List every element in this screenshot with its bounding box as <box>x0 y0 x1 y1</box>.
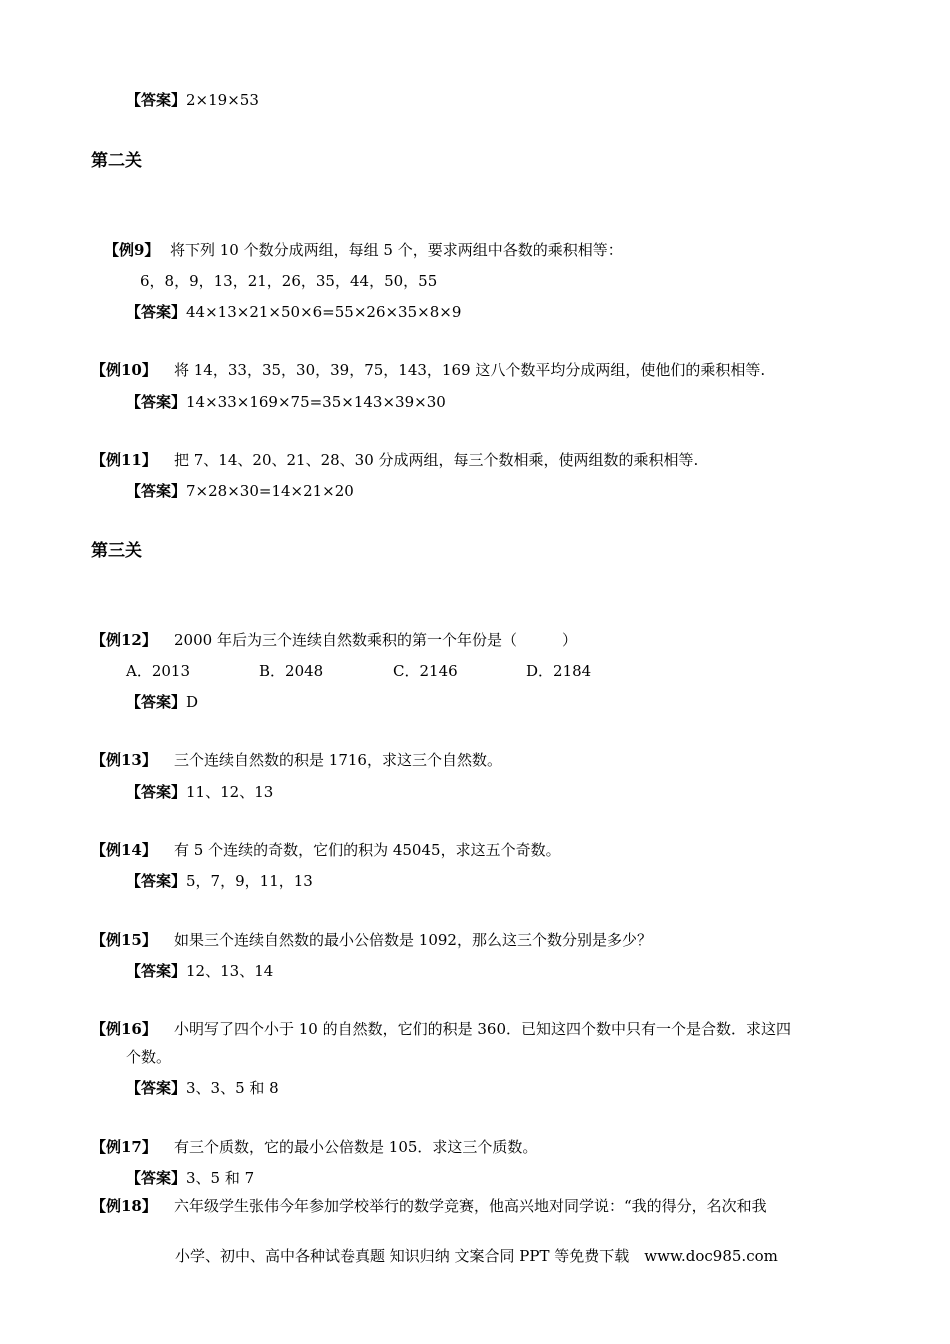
example-label: 【例10】 <box>91 361 157 379</box>
section-title-2: 第二关 <box>91 151 142 171</box>
answer-line-13 <box>126 782 273 802</box>
answer-text: 3、5 和 7 <box>186 1169 255 1187</box>
answer-label: 【答案】 <box>126 91 187 109</box>
example-12 <box>91 630 577 650</box>
example-11 <box>91 450 698 470</box>
answer-label: 【答案】 <box>126 783 187 801</box>
answer-text: 3、3、5 和 8 <box>186 1079 279 1097</box>
answer-label: 【答案】 <box>126 393 187 411</box>
example-text: 有三个质数，它的最小公倍数是 105．求这三个质数。 <box>174 1138 538 1156</box>
answer-text: D <box>186 693 199 711</box>
example-label: 【例15】 <box>91 931 157 949</box>
example-10 <box>91 360 765 380</box>
example-text: 三个连续自然数的积是 1716，求这三个自然数。 <box>174 751 502 769</box>
answer-line-9 <box>126 302 461 322</box>
answer-label: 【答案】 <box>126 1169 187 1187</box>
example-16 <box>91 1019 791 1039</box>
example-label: 【例9】 <box>104 241 160 259</box>
answer-line-16 <box>126 1078 279 1098</box>
answer-label: 【答案】 <box>126 1079 187 1097</box>
example-label: 【例13】 <box>91 751 157 769</box>
answer-line-14 <box>126 871 313 891</box>
example-label: 【例16】 <box>91 1020 157 1038</box>
example-18 <box>91 1196 767 1216</box>
example-15 <box>91 930 652 950</box>
choice-c: C．2146 <box>393 662 458 680</box>
example-9-numbers: 6，8，9，13，21，26，35，44，50，55 <box>140 272 438 290</box>
example-text: 小明写了四个小于 10 的自然数，它们的积是 360．已知这四个数中只有一个是合数．求这四 <box>174 1020 792 1038</box>
answer-text: 2×19×53 <box>186 91 259 109</box>
answer-line-17 <box>126 1168 254 1188</box>
example-text: 六年级学生张伟今年参加学校举行的数学竞赛，他高兴地对同学说：“我的得分，名次和我 <box>174 1197 767 1215</box>
answer-text: 11、12、13 <box>186 783 274 801</box>
page-footer: 小学、初中、高中各种试卷真题 知识归纳 文案合同 PPT 等免费下载 www.doc985.com <box>175 1247 778 1265</box>
answer-label: 【答案】 <box>126 693 187 711</box>
example-13 <box>91 750 502 770</box>
answer-line-12 <box>126 692 198 712</box>
example-label: 【例18】 <box>91 1197 157 1215</box>
choice-a: A．2013 <box>126 662 191 680</box>
example-text: 把 7、14、20、21、28、30 分成两组，每三个数相乘，使两组数的乘积相等. <box>174 451 699 469</box>
choice-d: D．2184 <box>526 662 592 680</box>
example-text: 将 14，33，35，30，39，75，143，169 这八个数平均分成两组，使他们的乘积相等. <box>174 361 766 379</box>
example-label: 【例14】 <box>91 841 157 859</box>
answer-text: 12、13、14 <box>186 962 274 980</box>
example-text: 有 5 个连续的奇数，它们的积为 45045，求这五个奇数。 <box>174 841 561 859</box>
example-14 <box>91 840 561 860</box>
example-text: 如果三个连续自然数的最小公倍数是 1092，那么这三个数分别是多少？ <box>174 931 652 949</box>
answer-line-11 <box>126 481 354 501</box>
section-title-3: 第三关 <box>91 541 142 561</box>
example-text: 将下列 10 个数分成两组，每组 5 个，要求两组中各数的乘积相等： <box>170 241 623 259</box>
answer-text: 5，7，9，11，13 <box>186 872 313 890</box>
example-label: 【例12】 <box>91 631 157 649</box>
answer-label: 【答案】 <box>126 482 187 500</box>
example-9 <box>104 240 623 260</box>
answer-text: 14×33×169×75=35×143×39×30 <box>186 393 446 411</box>
example-label: 【例17】 <box>91 1138 157 1156</box>
answer-text: 44×13×21×50×6=55×26×35×8×9 <box>186 303 462 321</box>
answer-line-15 <box>126 961 273 981</box>
answer-label: 【答案】 <box>126 962 187 980</box>
answer-label: 【答案】 <box>126 303 187 321</box>
example-17 <box>91 1137 537 1157</box>
example-text: 2000 年后为三个连续自然数乘积的第一个年份是（ ） <box>174 631 577 649</box>
example-16-continued: 个数。 <box>126 1048 172 1066</box>
answer-text: 7×28×30=14×21×20 <box>186 482 354 500</box>
answer-label: 【答案】 <box>126 872 187 890</box>
choice-b: B．2048 <box>259 662 324 680</box>
answer-line-10 <box>126 392 446 412</box>
answer-line-prev <box>126 90 259 110</box>
example-label: 【例11】 <box>91 451 157 469</box>
